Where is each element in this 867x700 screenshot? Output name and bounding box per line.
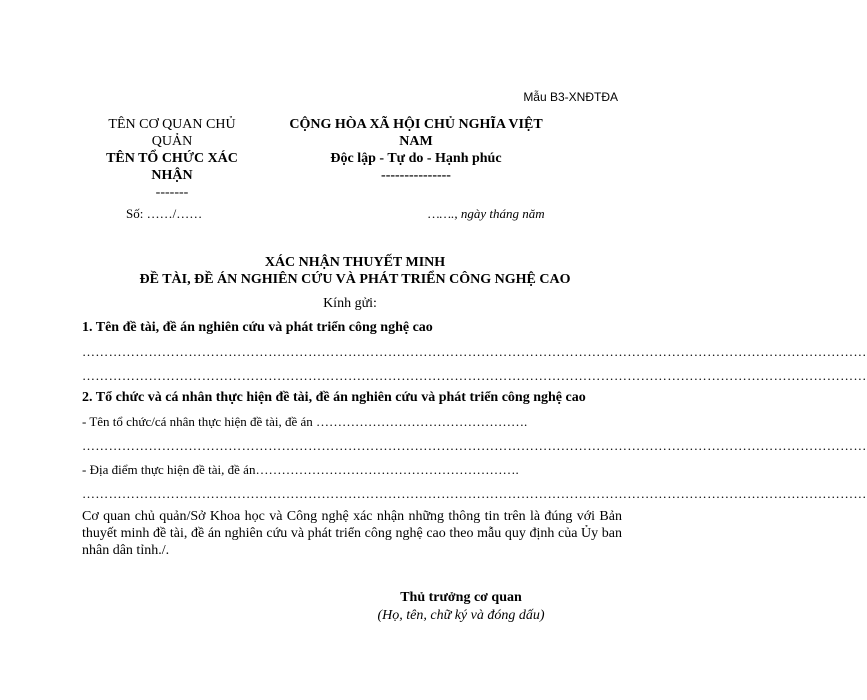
section-1-dot-line-1: …………………………………………………………………………………………………………………………………………………………… — [82, 344, 867, 359]
left-header — [92, 116, 252, 201]
section-1-heading: 1. Tên đề tài, đề án nghiên cứu và phát triển công nghệ cao — [82, 320, 433, 335]
location-line: - Địa điểm thực hiện đề tài, đề án……………………………………………………. — [82, 462, 519, 477]
right-header-underline: --------------- — [381, 168, 451, 183]
document-title — [60, 254, 650, 288]
organization-name: TÊN TỔ CHỨC XÁC NHẬN — [106, 151, 238, 183]
greeting: Kính gửi: — [323, 296, 377, 311]
document-number: Số: ……/…… — [126, 206, 203, 221]
executor-line: - Tên tổ chức/cá nhân thực hiện đề tài, đề án …………………………………………. — [82, 414, 528, 429]
title-line-1: XÁC NHẬN THUYẾT MINH — [264, 255, 446, 270]
document-date: ……., ngày tháng năm — [428, 206, 545, 221]
signature-title: Thủ trưởng cơ quan — [400, 590, 522, 605]
signature-note: (Họ, tên, chữ ký và đóng dấu) — [377, 608, 545, 623]
section-2-dot-line-1: …………………………………………………………………………………………………………………………………………………………… — [82, 438, 867, 453]
section-2-dot-line-2: …………………………………………………………………………………………………………………………………………………………… — [82, 486, 867, 501]
title-line-2: ĐỀ TÀI, ĐỀ ÁN NGHIÊN CỨU VÀ PHÁT TRIỂN CÔNG NGHỆ CAO — [139, 272, 571, 287]
agency-name: TÊN CƠ QUAN CHỦ QUẢN — [108, 117, 236, 149]
right-header — [280, 116, 552, 184]
left-header-underline: ------- — [155, 185, 189, 200]
national-motto: Độc lập - Tự do - Hạnh phúc — [330, 151, 502, 166]
form-code: Mẫu B3-XNĐTĐA — [523, 90, 618, 104]
confirmation-paragraph: Cơ quan chủ quản/Sở Khoa học và Công nghệ xác nhận những thông tin trên là đúng với Bản thuyết minh đề tài, đề án nghiên cứu và phát triển công nghệ cao theo mẫu quy định của Ủy ban nhân dân tỉnh./. — [82, 509, 622, 558]
section-1-dot-line-2: …………………………………………………………………………………………………………………………………………………………… — [82, 368, 867, 383]
section-2-heading: 2. Tổ chức và cá nhân thực hiện đề tài, đề án nghiên cứu và phát triển công nghệ cao — [82, 390, 586, 405]
country-name: CỘNG HÒA XÃ HỘI CHỦ NGHĨA VIỆT NAM — [289, 117, 543, 149]
